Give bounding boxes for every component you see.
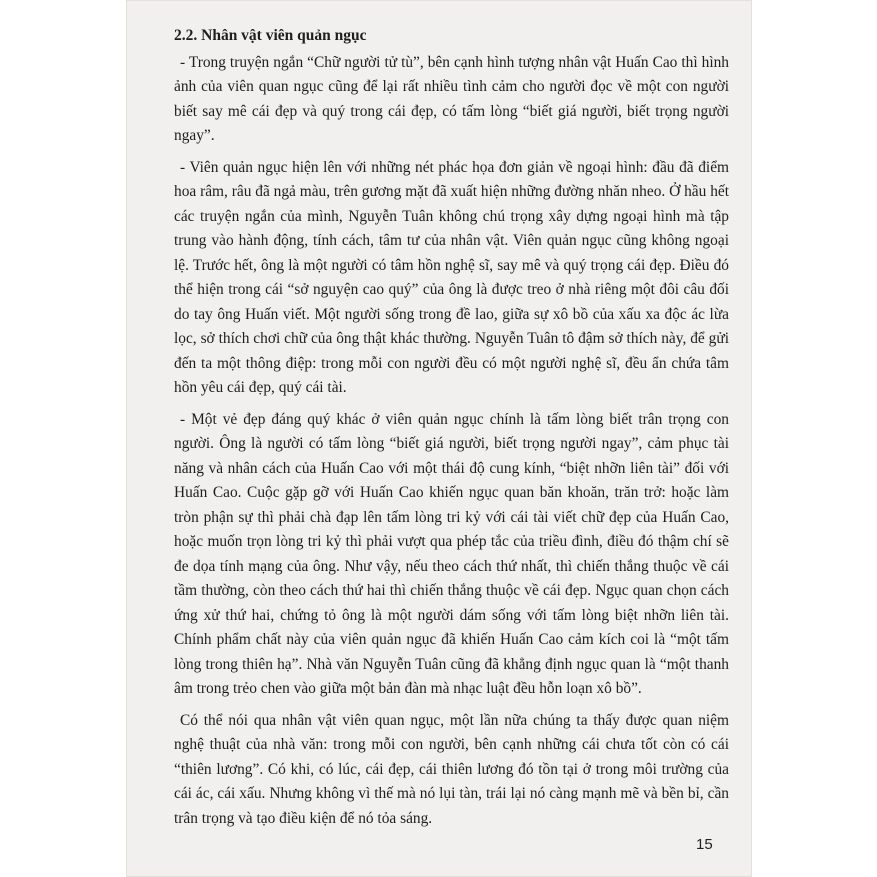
paragraph-4: Có thể nói qua nhân vật viên quan ngục, một lần nữa chúng ta thấy được quan niệm nghệ thuật của nhà văn: trong mỗi con người, bên cạnh những cái chưa tốt còn có cái “thiên lương”. Có khi, có lúc, cái đẹp, cái thiên lương đó tồn tại ở trong môi trường của cái ác, cái xấu. Nhưng không vì thế mà nó lụi tàn, trái lại nó càng mạnh mẽ và bền bỉ, cần trân trọng và tạo điều kiện để nó tỏa sáng. [174, 711, 729, 827]
page-text [174, 24, 729, 831]
page-number: 15 [696, 836, 713, 853]
paragraph-3: - Một vẻ đẹp đáng quý khác ở viên quản ngục chính là tấm lòng biết trân trọng con người. Ông là người có tấm lòng “biết giá người, biết trọng người ngay”, cảm phục tài năng và nhân cách của Huấn Cao với một thái độ cung kính, “biệt nhỡn liên tài” đối với Huấn Cao. Cuộc gặp gỡ với Huấn Cao khiến ngục quan băn khoăn, trăn trở: hoặc làm tròn phận sự thì phải chà đạp lên tấm lòng tri kỷ với cái tài viết chữ đẹp của Huấn Cao, hoặc muốn trọn lòng tri kỷ thì phải vượt qua phép tắc của triều đình, điều đó thậm chí sẽ đe dọa tính mạng của ông. Như vậy, nếu theo cách thứ nhất, thì chiến thắng thuộc về cái tầm thường, còn theo cách thứ hai thì chiến thắng thuộc về cái đẹp. Ngục quan chọn cách ứng xử thứ hai, chứng tỏ ông là một người dám sống với tấm lòng biệt nhỡn liên tài. Chính phẩm chất này của viên quản ngục đã khiến Huấn Cao cảm kích coi là “một tấm lòng trong thiên hạ”. Nhà văn Nguyễn Tuân cũng đã khẳng định ngục quan là “một thanh âm trong trẻo chen vào giữa một bản đàn mà nhạc luật đều hỗn loạn xô bồ”. [174, 410, 729, 697]
book-page [126, 0, 752, 877]
paragraph-1: - Trong truyện ngắn “Chữ người tử tù”, bên cạnh hình tượng nhân vật Huấn Cao thì hình ảnh của viên quan ngục cũng để lại rất nhiều tình cảm cho người đọc về một con người biết say mê cái đẹp và quý trong cái đẹp, có tấm lòng “biết giá người, biết trọng người ngay”. [174, 53, 729, 144]
paragraph-2: - Viên quản ngục hiện lên với những nét phác họa đơn giản về ngoại hình: đầu đã điểm hoa râm, râu đã ngả màu, trên gương mặt đã xuất hiện những đường nhăn nheo. Ở hầu hết các truyện ngắn của mình, Nguyễn Tuân không chú trọng xây dựng ngoại hình mà tập trung vào hành động, tính cách, tâm tư của nhân vật. Viên quản ngục cũng không ngoại lệ. Trước hết, ông là một người có tâm hồn nghệ sĩ, say mê và quý trọng cái đẹp. Điều đó thể hiện trong cái “sở nguyện cao quý” của ông là được treo ở nhà riêng một đôi câu đối do tay ông Huấn viết. Một người sống trong đề lao, giữa sự xô bồ của xấu xa độc ác lừa lọc, sở thích chơi chữ của ông thật khác thường. Nguyễn Tuân tô đậm sở thích này, để gửi đến ta một thông điệp: trong mỗi con người đều có một người nghệ sĩ, đều ẩn chứa tâm hồn yêu cái đẹp, quý cái tài. [174, 158, 729, 396]
section-title: 2.2. Nhân vật viên quản ngục [174, 27, 367, 44]
